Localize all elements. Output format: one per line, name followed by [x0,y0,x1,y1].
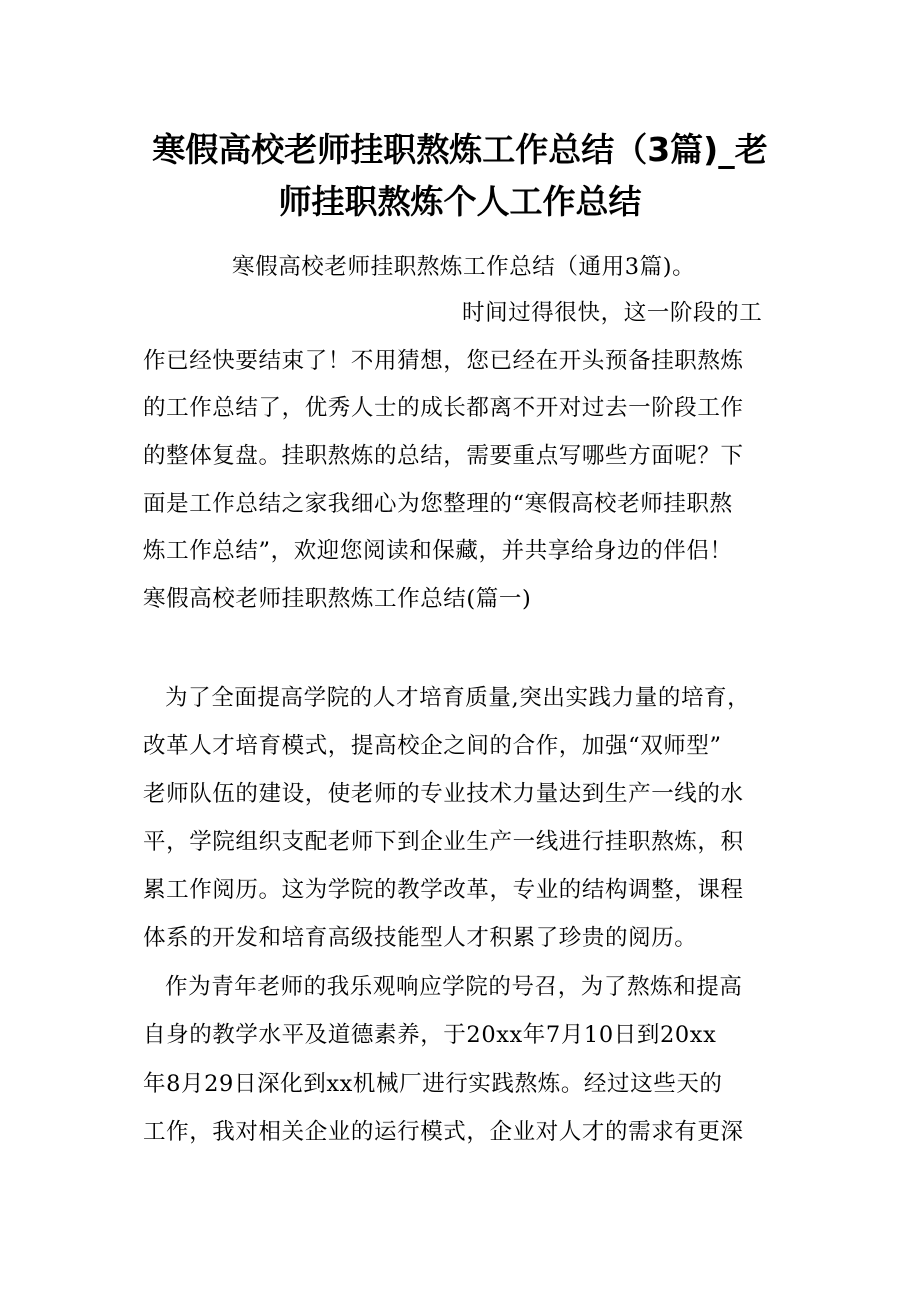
paragraph1-line-3: 老师队伍的建设，使老师的专业技术力量达到生产一线的水 [143,781,744,807]
paragraph1-line-6: 体系的开发和培育高级技能型人才积累了珍贵的阅历。 [143,925,698,951]
section-heading: 寒假高校老师挂职熬炼工作总结(篇一) [143,586,532,612]
document-title-line-1: 寒假高校老师挂职熬炼工作总结（3篇)_老 [152,130,768,169]
intro-line-3: 的工作总结了，优秀人士的成长都离不开对过去一阶段工作 [143,395,744,421]
paragraph1-line-4: 平，学院组织支配老师下到企业生产一线进行挂职熬炼，积 [143,829,744,855]
paragraph2-line-1: 作为青年老师的我乐观响应学院的号召，为了熬炼和提高 [165,974,743,1000]
intro-line-4: 的整体复盘。挂职熬炼的总结，需要重点写哪些方面呢？下 [143,443,744,469]
intro-line-5: 面是工作总结之家我细心为您整理的“寒假高校老师挂职熬 [143,491,733,517]
intro-line-6: 炼工作总结”，欢迎您阅读和保藏，并共享给身边的伴侣！ [143,538,733,564]
document-subtitle: 寒假高校老师挂职熬炼工作总结（通用3篇)。 [232,254,696,280]
intro-line-1: 时间过得很快，这一阶段的工 [462,300,763,326]
intro-line-2: 作已经快要结束了！不用猜想，您已经在开头预备挂职熬炼 [143,348,744,374]
paragraph2-line-3: 年8月29日深化到xx机械厂进行实践熬炼。经过这些天的 [143,1071,723,1097]
paragraph1-line-2: 改革人才培育模式，提高校企之间的合作，加强“双师型” [143,733,722,759]
document-title-line-2: 师挂职熬炼个人工作总结 [278,182,642,221]
paragraph2-line-2: 自身的教学水平及道德素养，于20xx年7月10日到20xx [143,1022,717,1048]
paragraph1-line-1: 为了全面提高学院的人才培育质量,突出实践力量的培育， [165,685,751,711]
paragraph1-line-5: 累工作阅历。这为学院的教学改革，专业的结构调整，课程 [143,877,744,903]
paragraph2-line-4: 工作，我对相关企业的运行模式，企业对人才的需求有更深 [143,1119,744,1145]
